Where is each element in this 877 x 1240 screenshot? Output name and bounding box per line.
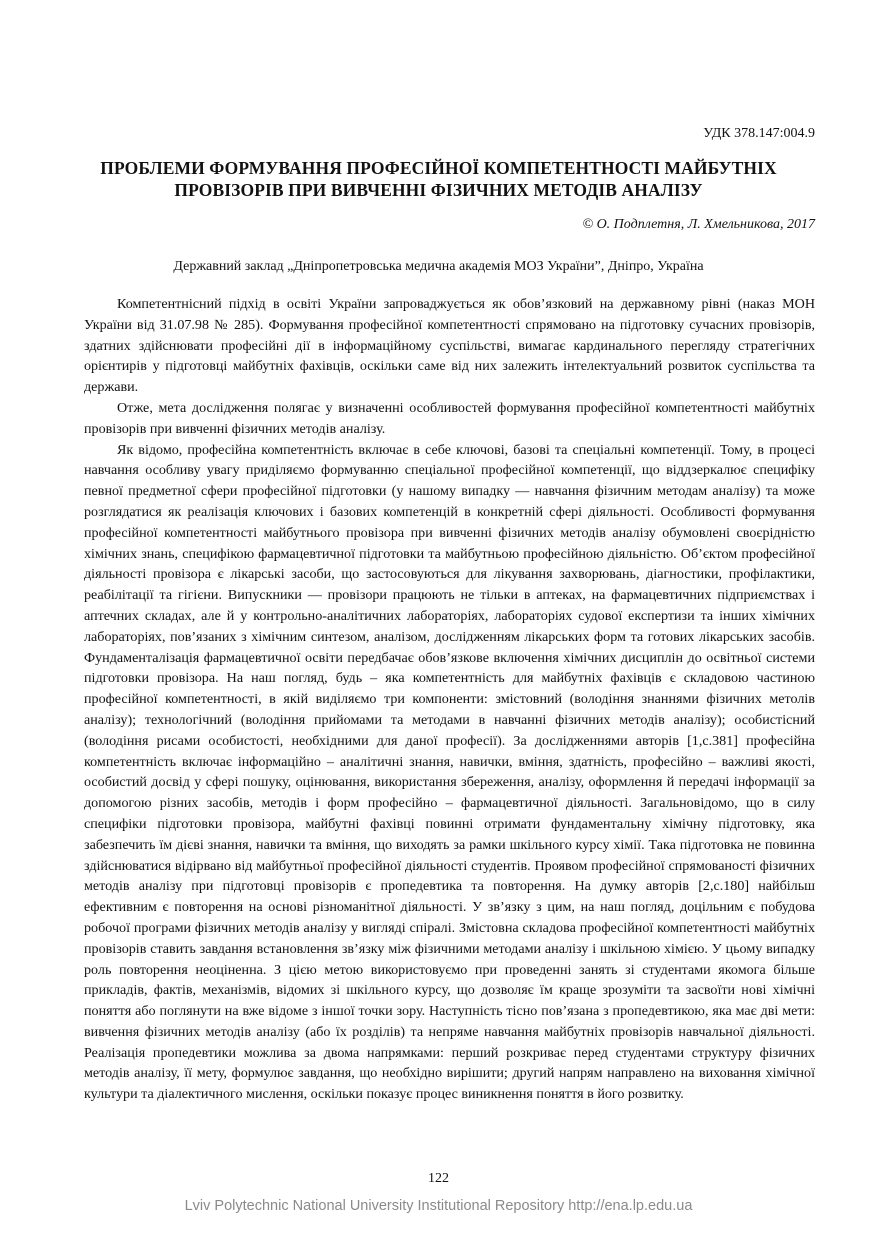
title-line-1: ПРОБЛЕМИ ФОРМУВАННЯ ПРОФЕСІЙНОЇ КОМПЕТЕНТНОСТІ МАЙБУТНІХ [100,158,777,178]
page-number: 122 [428,1171,449,1186]
authors-copyright: © О. Подплетня, Л. Хмельникова, 2017 [582,217,815,232]
affiliation: Державний заклад „Дніпропетровська медична академія МОЗ України”, Дніпро, Україна [173,259,704,274]
paragraph-1: Компетентнісний підхід в освіті України запроваджується як обов’язковий на державному рівні (наказ МОН України від 31.07.98 № 285). Формування професійної компетентності спрямовано на підготовку сучасних провізорів, здатних здійснювати професійні дії в інформаційному суспільстві, вимагає кардинального перегляду стратегічних орієнтирів у підготовці майбутніх фахівців, оскільки саме від них залежить інтелектуальний розвиток суспільства та держави. [84,296,815,396]
repository-footer: Lviv Polytechnic National University Institutional Repository http://ena.lp.edu.ua [184,1198,693,1214]
article-body [84,294,815,1105]
paragraph-3: Як відомо, професійна компетентність включає в себе ключові, базові та спеціальні компетенції. Тому, в процесі навчання особливу увагу приділяємо формуванню спеціальної професійної компетенції, що віддзеркалює специфіку певної предметної сфери професійної підготовки (у нашому випадку — навчання фізичним методам аналізу) та може розглядатися як реалізація ключових і базових компетенцій в конкретній сфері діяльності. Особливості формування професійної компетентності майбутнього провізора при вивченні фізичних методів аналізу обумовлені своєрідністю хімічних знань, специфікою фармацевтичної підготовки та майбутньою професійною діяльністю. Об’єктом професійної діяльності провізора є лікарські засоби, що застосовуються для лікування захворювань, діагностики, профілактики, реабілітації та гігієни. Випускники — провізори працюють не тільки в аптеках, на фармацевтичних підприємствах і аптечних складах, але й у контрольно-аналітичних лабораторіях, лабораторіях судової експертизи та інших хімічних лабораторіях, пов’язаних з хімічним синтезом, аналізом, дослідженням лікарських форм та готових лікарських засобів. Фундаменталізація фармацевтичної освіти передбачає обов’язкове включення хімічних дисциплін до освітньої системи підготовки провізора. На наш погляд, будь – яка компетентність для майбутніх фахівців є складовою частиною професійної компетентності, в якій виділяємо три компоненти: змістовний (володіння знаннями фізичних метолів аналізу); технологічний (володіння прийомами та методами в навчанні фізичних методів аналізу); особистісний (володіння рисами особистості, необхідними для даної професії). За дослідженнями авторів [1,с.381] професійна компетентність включає інформаційно – аналітичні знання, навички, вміння, здатність, професійно – важливі якості, особистий досвід у сфері пошуку, оцінювання, використання збереження, аналізу, оформлення й передачі інформації за допомогою різних засобів, методів і форм професійно – фармацевтичної діяльності. Загальновідомо, що в силу специфіки підготовки провізора, майбутні фахівці повинні отримати фундаментальну хімічну підготовку, яка забезпечить їм дієві знання, навички та вміння, що виходять за рамки шкільного курсу хімії. Така підготовка не повинна здійснюватися відірвано від майбутньої професійної діяльності студентів. Проявом професійної спрямованості фізичних методів аналізу при підготовці провізорів є пропедевтика та повторення. На думку авторів [2,с.180] найбільш ефективним є повторення на основі різноманітної діяльності. У зв’язку з цим, на наш погляд, доцільним є побудова робочої програми фізичних методів аналізу у вигляді спіралі. Змістовна складова професійної компетентності майбутніх провізорів ставить завдання встановлення зв’язку між фізичними методами аналізу і шкільною хімією. У цьому випадку роль повторення неоціненна. З цією метою використовуємо при проведенні занять зі студентами якомога більше прикладів, фактів, механізмів, відомих зі шкільного курсу, що дозволяє їм краще зрозуміти та засвоїти нові хімічні поняття або поглянути на вже відоме з іншої точки зору. Наступність тісно пов’язана з пропедевтикою, яка має дві мети: вивчення фізичних методів аналізу (або їх розділів) та непряме навчання майбутніх провізорів навчальної діяльності. Реалізація пропедевтики можлива за двома напрямками: перший розкриває перед студентами структуру фізичних методів аналізу, її мету, формулює завдання, що необхідно вирішити; другий напрям направлено на виховання хімічної культури та діалектичного мислення, оскільки показує процес виникнення поняття в його розвитку. [84,441,815,1103]
title-line-2: ПРОВІЗОРІВ ПРИ ВИВЧЕННІ ФІЗИЧНИХ МЕТОДІВ АНАЛІЗУ [174,180,703,200]
paragraph-2: Отже, мета дослідження полягає у визначенні особливостей формування професійної компетентності майбутніх провізорів при вивченні фізичних методів аналізу. [84,399,815,437]
udc-code: УДК 378.147:004.9 [703,126,815,141]
article-title [60,157,817,201]
